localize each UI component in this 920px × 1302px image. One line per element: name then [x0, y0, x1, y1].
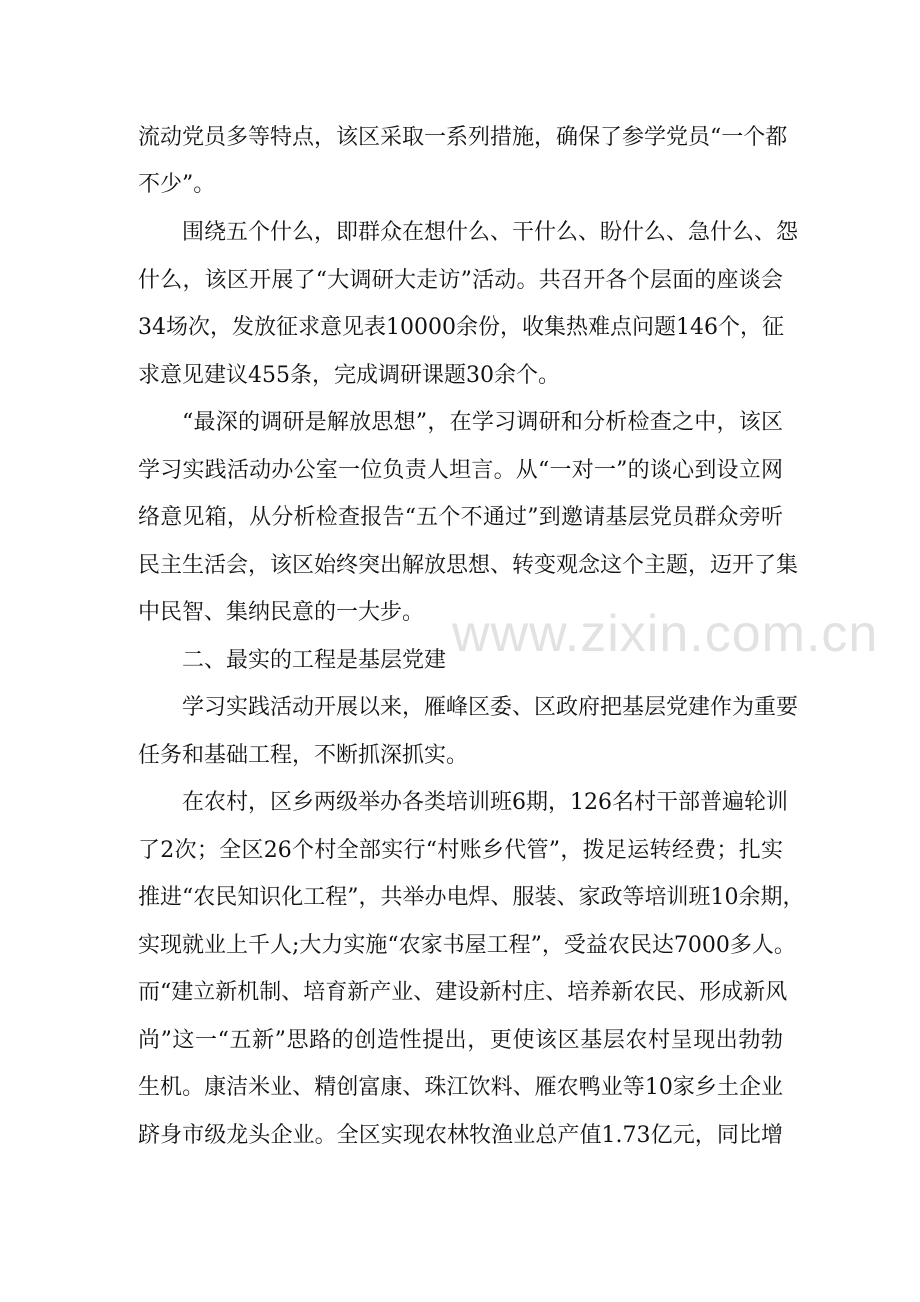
text-line: 推进“农民知识化工程”，共举办电焊、服装、家政等培训班10余期，: [138, 885, 805, 910]
paragraph-first-line: “最深的调研是解放思想”，在学习调研和分析检查之中，该区: [182, 410, 783, 435]
text-line: 流动党员多等特点，该区采取一系列措施，确保了参学党员“一个都: [138, 125, 788, 150]
watermark-text: www.zixin.com.cn: [452, 605, 879, 663]
text-line: 学习实践活动办公室一位负责人坦言。从“一对一”的谈心到设立网: [138, 458, 783, 483]
text-line: 了2次；全区26个村全部实行“村账乡代管”，拨足运转经费；扎实: [138, 838, 783, 863]
text-line: 而“建立新机制、培育新产业、建设新村庄、培养新农民、形成新风: [138, 980, 788, 1005]
text-line: 生机。康洁米业、精创富康、珠江饮料、雁农鸭业等10家乡土企业: [138, 1075, 783, 1100]
section-heading: 二、最实的工程是基层党建: [182, 648, 447, 673]
text-line: 34场次，发放征求意见表10000余份，收集热难点问题146个，征: [138, 315, 784, 340]
text-line: 实现就业上千人;大力实施“农家书屋工程”，受益农民达7000多人。: [138, 933, 796, 958]
paragraph-first-line: 围绕五个什么，即群众在想什么、干什么、盼什么、急什么、怨: [182, 220, 799, 245]
text-line: 民主生活会，该区始终突出解放思想、转变观念这个主题，迈开了集: [138, 553, 799, 578]
text-line: 尚”这一“五新”思路的创造性提出，更使该区基层农村呈现出勃勃: [138, 1028, 783, 1053]
text-line: 络意见箱，从分析检查报告“五个不通过”到邀请基层党员群众旁听: [138, 505, 783, 530]
text-line: 什么，该区开展了“大调研大走访”活动。共召开各个层面的座谈会: [138, 268, 783, 293]
text-line: 求意见建议455条，完成调研课题30余个。: [138, 363, 560, 388]
text-line: 中民智、集纳民意的一大步。: [138, 600, 425, 625]
paragraph-first-line: 学习实践活动开展以来，雁峰区委、区政府把基层党建作为重要: [182, 695, 799, 720]
text-line: 任务和基础工程，不断抓深抓实。: [138, 743, 469, 768]
text-line: 跻身市级龙头企业。全区实现农林牧渔业总产值1.73亿元，同比增: [138, 1123, 783, 1148]
text-line: 不少”。: [138, 172, 216, 197]
paragraph-first-line: 在农村，区乡两级举办各类培训班6期，126名村干部普遍轮训: [182, 790, 788, 815]
